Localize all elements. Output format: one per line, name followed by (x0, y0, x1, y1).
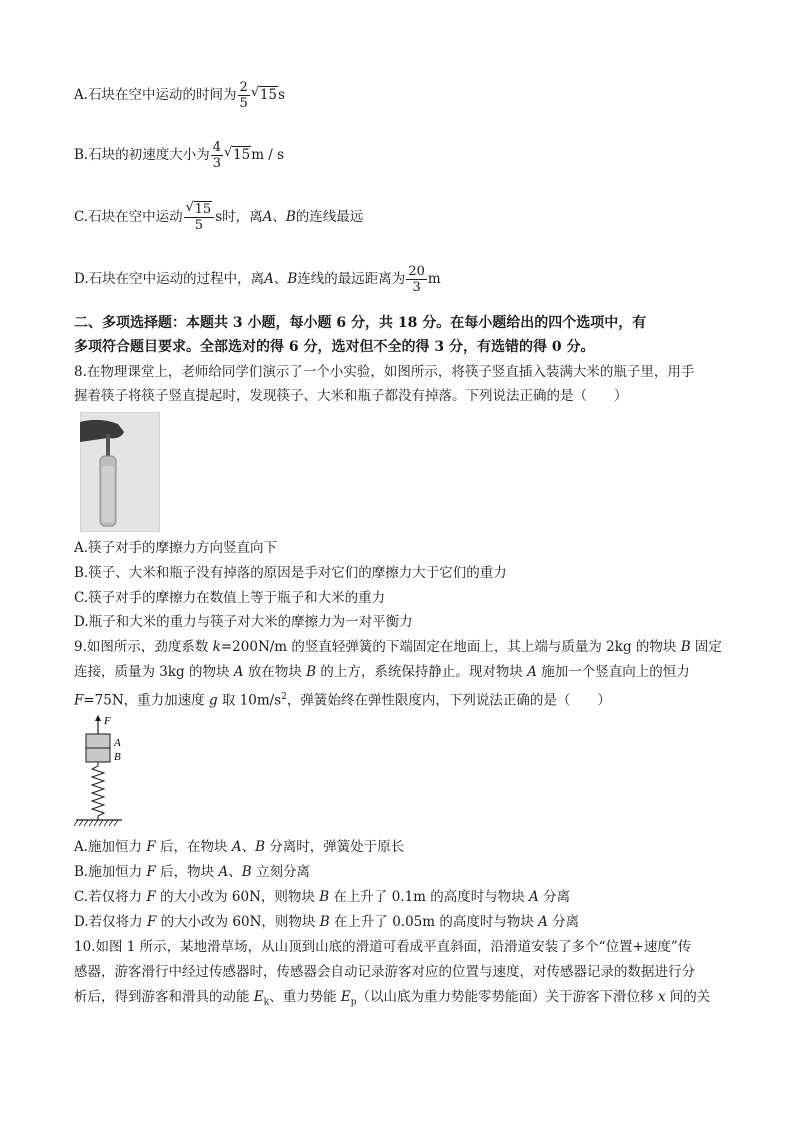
section-heading-line2: 多项符合题目要求。全部选对的得 6 分，选对但不全的得 3 分，有选错的得 0 分。 (74, 339, 595, 355)
block-b-label: B (114, 751, 121, 763)
q9-spring-block-figure (72, 712, 152, 830)
q9-option-d: D.若仅将力 F 的大小改为 60N，则物块 B 在上升了 0.05m 的高度时与物块 A 分离 (74, 914, 580, 930)
fraction: $\frac{2}{5}$ (239, 80, 248, 111)
option-text: B.石块的初速度大小为 (74, 147, 210, 163)
q8-photo-figure (80, 412, 160, 532)
option-text: D.石块在空中运动的过程中，离 (74, 271, 265, 287)
fraction: √ 15 5 (184, 202, 215, 233)
q8-option-d: D.瓶子和大米的重力与筷子对大米的摩擦力为一对平衡力 (74, 614, 413, 630)
q7-option-d: D.石块在空中运动的过程中，离A、B连线的最远距离为 $\frac{20}{3}$ m (74, 264, 441, 295)
option-text: A.石块在空中运动的时间为 (74, 87, 237, 103)
q9-option-a: A.施加恒力 F 后，在物块 A、B 分离时，弹簧处于原长 (74, 839, 405, 855)
option-text: C.石块在空中运动 (74, 209, 183, 225)
section-heading-line1: 二、多项选择题：本题共 3 小题，每小题 6 分，共 18 分。在每小题给出的四个选项中，有 (74, 315, 647, 331)
q8-stem-line1: 8.在物理课堂上，老师给同学们演示了一个小实验，如图所示，将筷子竖直插入装满大米的瓶子里，用手 (74, 364, 695, 380)
q8-option-c: C.筷子对手的摩擦力在数值上等于瓶子和大米的重力 (74, 590, 386, 606)
q9-stem-line1: 9.如图所示，劲度系数 k=200N/m 的竖直轻弹簧的下端固定在地面上，其上端与质量为 2kg 的物块 B 固定 (74, 639, 722, 655)
sqrt: √ 15 (224, 145, 251, 163)
q10-stem-line1: 10.如图 1 所示，某地滑草场，从山顶到山底的滑道可看成平直斜面，沿滑道安装了多个“位置+速度”传 (74, 939, 692, 955)
sqrt: √ 15 (250, 85, 278, 103)
fraction: $\frac{20}{3}$ (408, 264, 425, 295)
q7-option-c: C.石块在空中运动 √ 15 5 s时，离A、B的连线最远 (74, 200, 364, 233)
block-a-label: A (114, 737, 121, 749)
q8-option-b: B.筷子、大米和瓶子没有掉落的原因是手对它们的摩擦力大于它们的重力 (74, 565, 507, 581)
q9-option-c: C.若仅将力 F 的大小改为 60N，则物块 B 在上升了 0.1m 的高度时与物块 A 分离 (74, 889, 571, 905)
force-label: F (104, 715, 111, 727)
q10-stem-line2: 感器，游客滑行中经过传感器时，传感器会自动记录游客对应的位置与速度，对传感器记录的数据进行分 (74, 964, 695, 980)
q9-stem-line2: 连接，质量为 3kg 的物块 A 放在物块 B 的上方，系统保持静止。现对物块 A 施加一个竖直向上的恒力 (74, 664, 690, 680)
q9-option-b: B.施加恒力 F 后，物块 A、B 立刻分离 (74, 864, 310, 880)
q7-option-a: A.石块在空中运动的时间为 $\frac{2}{5}$ √ 15s (74, 80, 285, 111)
q8-option-a: A.筷子对手的摩擦力方向竖直向下 (74, 540, 278, 556)
q10-stem-line3: 析后，得到游客和滑具的动能 $E_k$、重力势能 $E_p$（以山底为重力势能零势能面）关于游客下滑位移 x 间的关 (74, 989, 711, 1008)
fraction: $\frac{4}{3}$ (212, 140, 221, 171)
q8-stem-line2: 握着筷子将筷子竖直提起时，发现筷子、大米和瓶子都没有掉落。下列说法正确的是（ ） (74, 388, 628, 404)
q7-option-b: B.石块的初速度大小为 $\frac{4}{3}$ √ 15m / s (74, 140, 285, 171)
q9-stem-line3: F=75N，重力加速度 g 取 $10m/s^2$，弹簧始终在弹性限度内，下列说法正确的是（ ） (74, 692, 611, 709)
